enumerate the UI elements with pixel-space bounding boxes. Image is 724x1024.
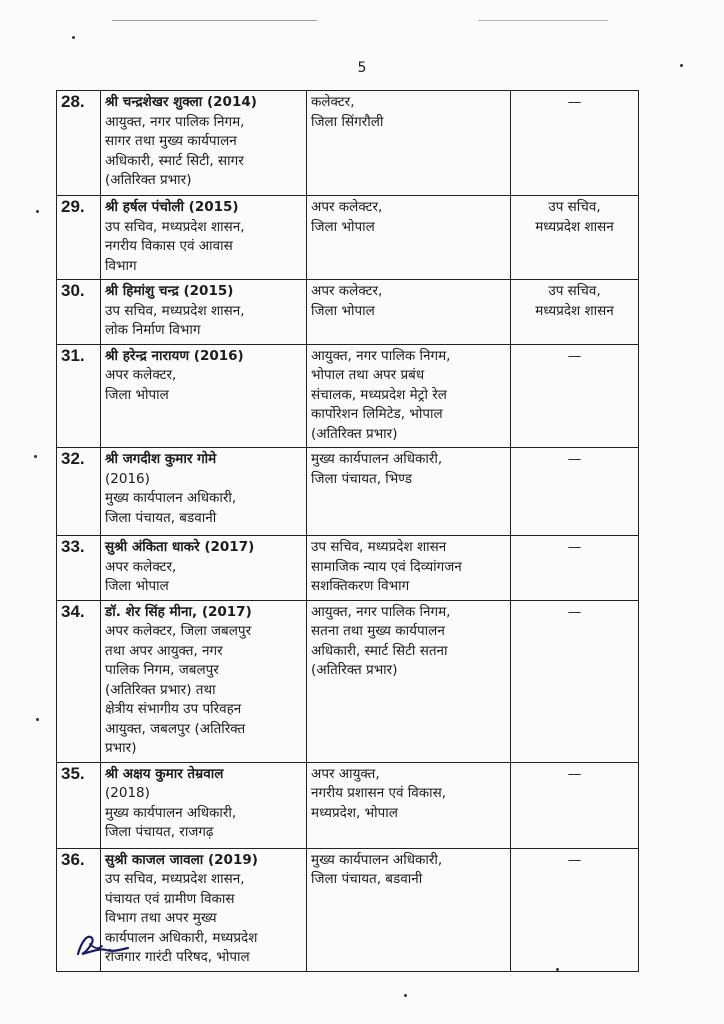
current-posting-line: लोक निर्माण विभाग [105, 322, 201, 338]
current-posting-line: (2016) [105, 470, 150, 487]
current-posting-line: जिला भोपाल [105, 578, 169, 594]
current-posting-line: (2018) [105, 785, 150, 801]
current-posting-line: (अतिरिक्त प्रभार) [105, 172, 192, 188]
new-posting-line: जिला भोपाल [311, 302, 375, 319]
current-posting-line: जिला पंचायत, राजगढ़ [105, 824, 214, 840]
new-posting-line: अपर आयुक्त, [311, 765, 380, 782]
officer-current-posting-cell [101, 448, 307, 536]
remark-line: — [567, 451, 582, 467]
current-posting-line: कार्यपालन अधिकारी, मध्यप्रदेश [105, 929, 258, 946]
new-posting-cell [307, 280, 511, 345]
current-posting-line: उप सचिव, मध्यप्रदेश शासन, [105, 302, 245, 319]
table-row [57, 762, 639, 848]
signature-initials [72, 930, 132, 960]
remark-line: मध्यप्रदेश शासन [535, 302, 614, 319]
new-posting-line: सतना तथा मुख्य कार्यपालन [311, 623, 445, 639]
current-posting-line: मुख्य कार्यपालन अधिकारी, [105, 804, 237, 821]
remark-line: मध्यप्रदेश शासन [535, 218, 614, 235]
new-posting-line: सामाजिक न्याय एवं दिव्यांगजन [311, 558, 462, 575]
current-posting-line: उप सचिव, मध्यप्रदेश शासन, [105, 218, 245, 235]
current-posting-line: क्षेत्रीय संभागीय उप परिवहन [105, 701, 242, 717]
officer-name: सुश्री अंकिता धाकरे (2017) [105, 539, 255, 555]
new-posting-line: आयुक्त, नगर पालिक निगम, [311, 603, 451, 620]
new-posting-line: अधिकारी, स्मार्ट सिटी सतना [311, 642, 448, 659]
scan-speck [34, 455, 37, 458]
officer-name: श्री चन्द्रशेखर शुक्ला (2014) [105, 94, 257, 110]
remark-line: — [567, 851, 582, 868]
scan-speck [36, 718, 39, 721]
current-posting-line: मुख्य कार्यपालन अधिकारी, [105, 490, 237, 506]
new-posting-line: अपर कलेक्टर, [311, 199, 383, 215]
current-posting-line: तथा अपर आयुक्त, नगर [105, 642, 223, 659]
remark-line: — [567, 347, 582, 364]
scan-speck [72, 36, 75, 39]
current-posting-line: पंचायत एवं ग्रामीण विकास [105, 890, 235, 907]
new-posting-line: आयुक्त, नगर पालिक निगम, [311, 347, 451, 364]
new-posting-line: मुख्य कार्यपालन अधिकारी, [311, 851, 443, 868]
remark-cell [511, 344, 639, 448]
serial-number: 28. [57, 91, 101, 196]
new-posting-line: उप सचिव, मध्यप्रदेश शासन [311, 539, 447, 555]
officer-current-posting-cell [101, 536, 307, 601]
current-posting-line: सागर तथा मुख्य कार्यपालन [105, 133, 237, 149]
new-posting-cell [307, 196, 511, 280]
table-row [57, 848, 639, 971]
officer-name: डॉ. शेर सिंह मीना, (2017) [105, 603, 252, 620]
new-posting-line: जिला भोपाल [311, 218, 375, 235]
serial-number: 29. [57, 196, 101, 280]
table-row [57, 600, 639, 762]
page-number: 5 [357, 60, 367, 76]
serial-number: 33. [57, 536, 101, 601]
remark-cell [511, 196, 639, 280]
new-posting-cell [307, 762, 511, 848]
serial-number: 34. [57, 600, 101, 762]
new-posting-line: सशक्तिकरण विभाग [311, 578, 410, 594]
table-row [57, 448, 639, 536]
new-posting-cell [307, 848, 511, 971]
new-posting-line: कलेक्टर, [311, 94, 355, 110]
new-posting-line: कार्पोरेशन लिमिटेड, भोपाल [311, 406, 443, 422]
top-scan-rule-right [478, 20, 608, 21]
new-posting-cell [307, 344, 511, 448]
remark-cell [511, 848, 639, 971]
current-posting-line: विभाग [105, 257, 137, 274]
new-posting-line: मध्यप्रदेश, भोपाल [311, 804, 398, 821]
table-row [57, 91, 639, 196]
current-posting-line: आयुक्त, नगर पालिक निगम, [105, 113, 245, 130]
scan-speck [36, 210, 39, 213]
current-posting-line: नगरीय विकास एवं आवास [105, 238, 233, 254]
table-body [57, 91, 639, 972]
serial-number: 35. [57, 762, 101, 848]
officer-name: श्री हिमांशु चन्द्र (2015) [105, 283, 234, 299]
scan-speck [556, 968, 559, 971]
remark-cell [511, 600, 639, 762]
current-posting-line: उप सचिव, मध्यप्रदेश शासन, [105, 871, 245, 887]
officer-current-posting-cell [101, 600, 307, 762]
new-posting-line: (अतिरिक्त प्रभार) [311, 425, 398, 442]
officer-name: सुश्री काजल जावला (2019) [105, 851, 258, 868]
officer-current-posting-cell [101, 344, 307, 448]
current-posting-line: (अतिरिक्त प्रभार) तथा [105, 681, 216, 698]
current-posting-line: अपर कलेक्टर, [105, 558, 177, 575]
current-posting-line: अपर कलेक्टर, [105, 367, 177, 383]
serial-number: 31. [57, 344, 101, 448]
new-posting-line: नगरीय प्रशासन एवं विकास, [311, 785, 447, 801]
remark-line: — [567, 539, 582, 555]
current-posting-line: जिला भोपाल [105, 386, 169, 403]
new-posting-line: जिला सिंगरौली [311, 113, 384, 130]
remark-cell [511, 448, 639, 536]
current-posting-line: आयुक्त, जबलपुर (अतिरिक्त [105, 720, 246, 737]
current-posting-line: पालिक निगम, जबलपुर [105, 662, 219, 678]
remark-cell [511, 536, 639, 601]
current-posting-line: प्रभार) [105, 740, 137, 756]
current-posting-line: अधिकारी, स्मार्ट सिटी, सागर [105, 152, 244, 169]
serial-number: 32. [57, 448, 101, 536]
officer-name: श्री हर्षल पंचोली (2015) [105, 199, 239, 215]
officer-current-posting-cell [101, 91, 307, 196]
new-posting-cell [307, 448, 511, 536]
officer-current-posting-cell [101, 762, 307, 848]
transfer-orders-table [56, 90, 639, 972]
scan-speck [680, 64, 683, 67]
remark-line: — [567, 765, 582, 782]
remark-line: उप सचिव, [548, 283, 601, 299]
new-posting-line: मुख्य कार्यपालन अधिकारी, [311, 451, 443, 467]
top-scan-rule [112, 20, 317, 21]
new-posting-line: अपर कलेक्टर, [311, 283, 383, 299]
remark-cell [511, 91, 639, 196]
table-row [57, 196, 639, 280]
officer-name: श्री अक्षय कुमार तेम्रवाल [105, 765, 224, 782]
serial-number: 36. [57, 848, 101, 971]
current-posting-line: जिला पंचायत, बडवानी [105, 509, 217, 526]
officer-current-posting-cell [101, 196, 307, 280]
remark-line: उप सचिव, [548, 199, 601, 215]
new-posting-cell [307, 536, 511, 601]
officer-name: श्री जगदीश कुमार गोमे [105, 451, 217, 467]
remark-cell [511, 280, 639, 345]
serial-number: 30. [57, 280, 101, 345]
new-posting-line: जिला पंचायत, भिण्ड [311, 470, 412, 487]
officer-name: श्री हरेन्द्र नारायण (2016) [105, 347, 244, 364]
new-posting-cell [307, 600, 511, 762]
table-row [57, 280, 639, 345]
remark-line: — [567, 94, 582, 110]
current-posting-line: विभाग तथा अपर मुख्य [105, 910, 217, 926]
new-posting-line: जिला पंचायत, बडवानी [311, 871, 423, 887]
current-posting-line: अपर कलेक्टर, जिला जबलपुर [105, 623, 252, 639]
new-posting-line: संचालक, मध्यप्रदेश मेट्रो रेल [311, 386, 447, 403]
new-posting-line: भोपाल तथा अपर प्रबंध [311, 367, 425, 383]
scan-speck [404, 994, 407, 997]
new-posting-cell [307, 91, 511, 196]
new-posting-line: (अतिरिक्त प्रभार) [311, 662, 398, 678]
remark-line: — [567, 603, 582, 620]
officer-current-posting-cell [101, 280, 307, 345]
current-posting-line: रोजगार गारंटी परिषद, भोपाल [105, 949, 250, 965]
table-row [57, 344, 639, 448]
table-row [57, 536, 639, 601]
remark-cell [511, 762, 639, 848]
